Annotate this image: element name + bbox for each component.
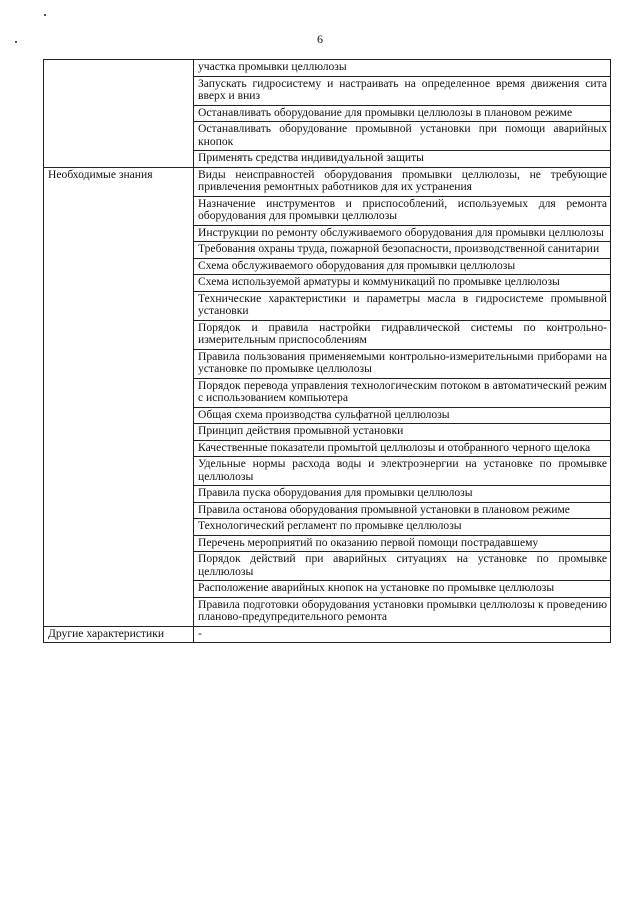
table-cell: Качественные показатели промытой целлюлозы и отобранного черного щелока <box>194 440 611 457</box>
table-cell: Общая схема производства сульфатной целлюлозы <box>194 407 611 424</box>
table-cell: Перечень мероприятий по оказанию первой помощи пострадавшему <box>194 535 611 552</box>
table-cell: Схема используемой арматуры и коммуникаций по промывке целлюлозы <box>194 275 611 292</box>
table-cell: Инструкции по ремонту обслуживаемого оборудования для промывки целлюлозы <box>194 225 611 242</box>
label-cell-empty <box>44 60 194 168</box>
table-cell: Расположение аварийных кнопок на установке по промывке целлюлозы <box>194 581 611 598</box>
knowledge-label: Необходимые знания <box>44 167 194 626</box>
table-cell: Технические характеристики и параметры масла в гидросистеме промывной установки <box>194 291 611 320</box>
table-row <box>44 60 611 77</box>
competency-table <box>43 59 611 643</box>
table-cell: Применять средства индивидуальной защиты <box>194 151 611 168</box>
table-cell: Порядок перевода управления технологическим потоком в автоматический режим с использованием компьютера <box>194 378 611 407</box>
table-cell: - <box>194 626 611 643</box>
page-number: 6 <box>317 32 323 46</box>
table-cell: Порядок действий при аварийных ситуациях на установке по промывке целлюлозы <box>194 552 611 581</box>
other-label: Другие характеристики <box>44 626 194 643</box>
table-cell: Виды неисправностей оборудования промывки целлюлозы, не требующие привлечения ремонтных работников для их устранения <box>194 167 611 196</box>
table-cell: Запускать гидросистему и настраивать на определенное время движения сита вверх и вниз <box>194 76 611 105</box>
table-cell: Назначение инструментов и приспособлений, используемых для ремонта оборудования для промывки целлюлозы <box>194 196 611 225</box>
table-row <box>44 626 611 643</box>
table-row <box>44 167 611 196</box>
table-cell: Правила пользования применяемыми контрольно-измерительными приборами на установке по промывке целлюлозы <box>194 349 611 378</box>
table-cell: Требования охраны труда, пожарной безопасности, производственной санитарии <box>194 242 611 259</box>
table-cell: Порядок и правила настройки гидравлической системы по контрольно-измерительным приспособлениям <box>194 320 611 349</box>
scan-speck <box>15 41 17 43</box>
table-cell: Технологический регламент по промывке целлюлозы <box>194 519 611 536</box>
table-cell: Останавливать оборудование для промывки целлюлозы в плановом режиме <box>194 105 611 122</box>
table-cell: Схема обслуживаемого оборудования для промывки целлюлозы <box>194 258 611 275</box>
scan-speck <box>44 14 46 16</box>
table-cell: Правила подготовки оборудования установки промывки целлюлозы к проведению планово-предупредительного ремонта <box>194 597 611 626</box>
table-cell: Останавливать оборудование промывной установки при помощи аварийных кнопок <box>194 122 611 151</box>
table-cell: участка промывки целлюлозы <box>194 60 611 77</box>
table-cell: Правила пуска оборудования для промывки целлюлозы <box>194 486 611 503</box>
table-cell: Принцип действия промывной установки <box>194 424 611 441</box>
table-cell: Удельные нормы расхода воды и электроэнергии на установке по промывке целлюлозы <box>194 457 611 486</box>
table-cell: Правила останова оборудования промывной установки в плановом режиме <box>194 502 611 519</box>
